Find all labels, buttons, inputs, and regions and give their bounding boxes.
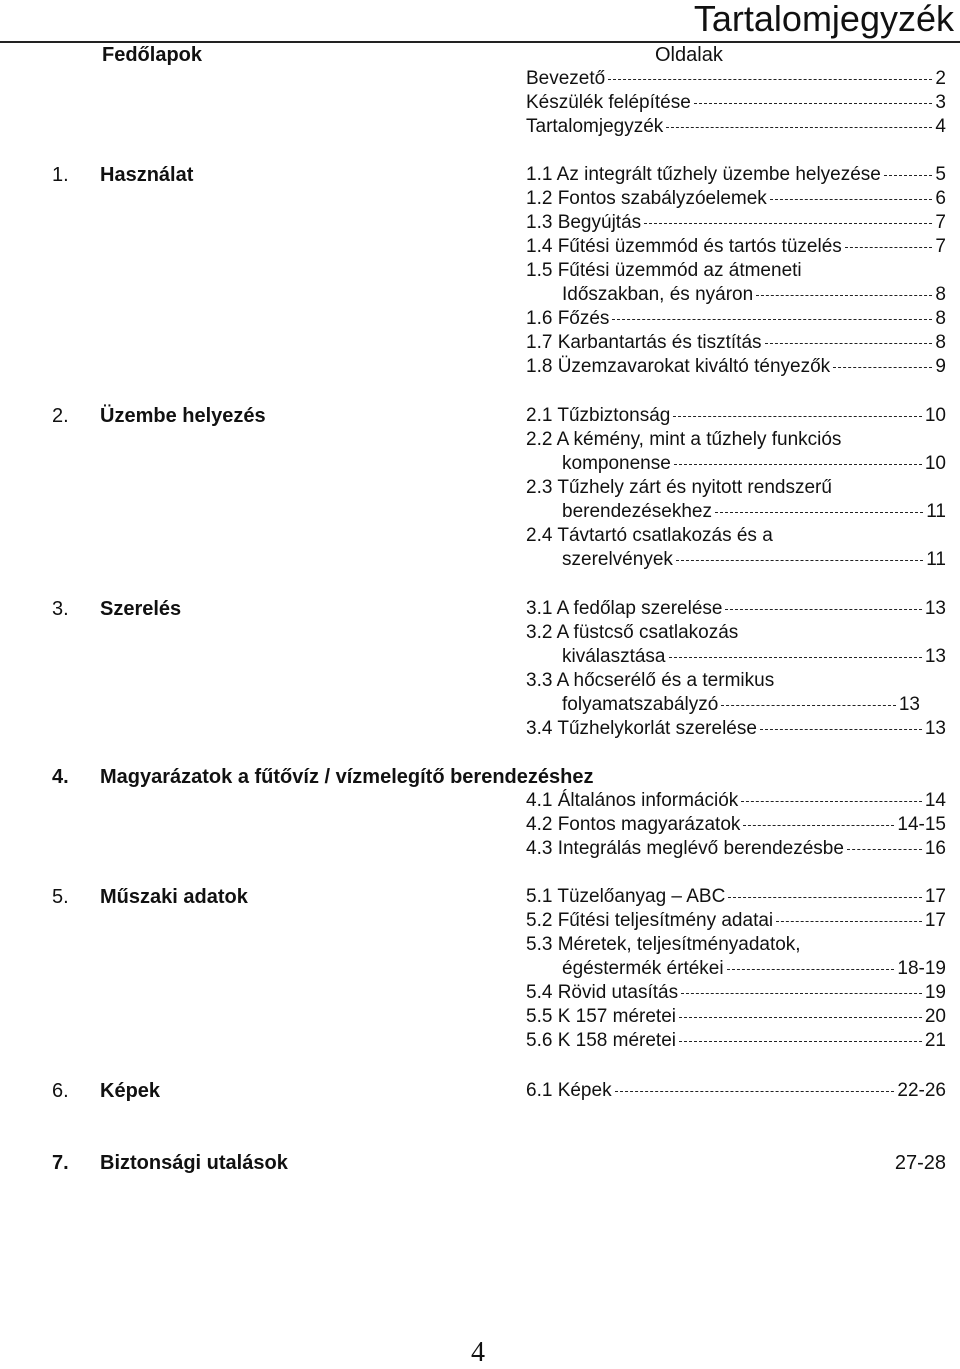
toc-entry-label: 1.7 Karbantartás és tisztítás bbox=[526, 332, 762, 353]
toc-entry-page: 8 bbox=[935, 332, 946, 353]
toc-entry-page: 21 bbox=[924, 1030, 946, 1051]
section-title: Szerelés bbox=[100, 598, 182, 620]
section-title: Használat bbox=[100, 164, 194, 186]
toc-entry-label: berendezésekhez bbox=[562, 501, 712, 522]
toc-entry-label: 1.6 Főzés bbox=[526, 308, 610, 329]
toc-entry-label: 4.3 Integrálás meglévő berendezésbe bbox=[526, 838, 844, 859]
toc-entry bbox=[526, 235, 946, 259]
toc-entry bbox=[526, 91, 946, 115]
toc-entry-label: szerelvények bbox=[562, 549, 673, 570]
toc-entry bbox=[526, 717, 946, 741]
leader-dots bbox=[847, 849, 922, 850]
toc-entry-label: 5.1 Tüzelőanyag – ABC bbox=[526, 886, 726, 907]
leader-dots bbox=[727, 969, 895, 970]
toc-entry-label: Időszakban, és nyáron bbox=[562, 284, 754, 305]
toc-entry-label: 1.3 Begyújtás bbox=[526, 212, 642, 233]
toc-entry bbox=[562, 957, 946, 981]
leader-dots bbox=[669, 657, 922, 658]
page-number: 4 bbox=[471, 1337, 485, 1368]
toc-entry-page: 4 bbox=[935, 116, 946, 137]
toc-entry bbox=[526, 885, 946, 909]
toc-entry-page: 6 bbox=[935, 188, 946, 209]
leader-dots bbox=[760, 729, 922, 730]
leader-dots bbox=[721, 705, 896, 706]
section-number: 1. bbox=[52, 164, 69, 186]
toc-entry-label: 1.8 Üzemzavarokat kiváltó tényezők bbox=[526, 356, 831, 377]
leader-dots bbox=[743, 825, 894, 826]
toc-entry bbox=[526, 163, 946, 187]
toc-entry bbox=[526, 404, 946, 428]
toc-entry-page: 17 bbox=[924, 910, 946, 931]
section-title: Műszaki adatok bbox=[100, 886, 248, 908]
leader-dots bbox=[644, 223, 932, 224]
toc-entry-label: 5.6 K 158 méretei bbox=[526, 1030, 676, 1051]
toc-entry bbox=[526, 1005, 946, 1029]
leader-dots bbox=[725, 609, 921, 610]
toc-entry-label: 1.1 Az integrált tűzhely üzembe helyezése bbox=[526, 164, 881, 185]
leader-dots bbox=[608, 79, 932, 80]
toc-entry-label: 2.1 Tűzbiztonság bbox=[526, 405, 671, 426]
toc-entry-label: 5.2 Fűtési teljesítmény adatai bbox=[526, 910, 774, 931]
title-rule bbox=[0, 41, 960, 43]
toc-entry bbox=[526, 187, 946, 211]
toc-entry bbox=[526, 67, 946, 91]
toc-entry bbox=[526, 355, 946, 379]
toc-entry-label: 2.3 Tűzhely zárt és nyitott rendszerű bbox=[526, 477, 832, 498]
toc-entry bbox=[562, 693, 920, 717]
toc-entry-label: 2.4 Távtartó csatlakozás és a bbox=[526, 525, 773, 546]
toc-entry-page: 8 bbox=[935, 284, 946, 305]
toc-entry-label: Bevezető bbox=[526, 68, 606, 89]
section-title: Magyarázatok a fűtővíz / vízmelegítő berendezéshez bbox=[100, 766, 594, 788]
section-number: 5. bbox=[52, 886, 69, 908]
toc-entry bbox=[526, 789, 946, 813]
toc-entry-page: 20 bbox=[924, 1006, 946, 1027]
toc-entry-label: 5.4 Rövid utasítás bbox=[526, 982, 679, 1003]
leader-dots bbox=[673, 416, 922, 417]
toc-entry-page: 13 bbox=[924, 598, 946, 619]
leader-dots bbox=[666, 127, 932, 128]
toc-entry bbox=[526, 331, 946, 355]
section-number: 2. bbox=[52, 405, 69, 427]
toc-entry-page: 5 bbox=[935, 164, 946, 185]
toc-entry bbox=[562, 452, 946, 476]
toc-entry-label: folyamatszabályzó bbox=[562, 694, 719, 715]
toc-entry-page: 11 bbox=[926, 501, 946, 522]
toc-entry bbox=[526, 211, 946, 235]
toc-entry bbox=[562, 283, 946, 307]
toc-entry-page: 3 bbox=[935, 92, 946, 113]
leader-dots bbox=[612, 319, 932, 320]
toc-entry-label: 4.1 Általános információk bbox=[526, 790, 739, 811]
toc-entry-page: 22-26 bbox=[897, 1080, 946, 1101]
document-title: Tartalomjegyzék bbox=[693, 0, 954, 39]
toc-entry-label: 1.5 Fűtési üzemmód az átmeneti bbox=[526, 260, 802, 281]
leader-dots bbox=[679, 1017, 922, 1018]
section-title: Képek bbox=[100, 1080, 161, 1102]
leader-dots bbox=[770, 199, 933, 200]
section-number: 3. bbox=[52, 598, 69, 620]
toc-entry-label: komponense bbox=[562, 453, 671, 474]
toc-entry-page: 13 bbox=[898, 694, 920, 715]
leader-dots bbox=[674, 464, 922, 465]
toc-entry-label: 5.5 K 157 méretei bbox=[526, 1006, 676, 1027]
leader-dots bbox=[756, 295, 932, 296]
toc-entry-page: 14 bbox=[924, 790, 946, 811]
covers-header: Fedőlapok bbox=[102, 44, 203, 66]
toc-entry-page: 14-15 bbox=[897, 814, 946, 835]
toc-entry-label: 4.2 Fontos magyarázatok bbox=[526, 814, 741, 835]
toc-entry-label: kiválasztása bbox=[562, 646, 666, 667]
leader-dots bbox=[776, 921, 922, 922]
toc-entry bbox=[526, 813, 946, 837]
toc-entry-page: 7 bbox=[935, 212, 946, 233]
toc-entry-page: 27-28 bbox=[894, 1152, 946, 1174]
toc-entry-label: 3.2 A füstcső csatlakozás bbox=[526, 622, 739, 643]
toc-entry-page: 13 bbox=[924, 718, 946, 739]
toc-entry-label: 6.1 Képek bbox=[526, 1080, 612, 1101]
leader-dots bbox=[715, 512, 923, 513]
toc-entry-page: 9 bbox=[935, 356, 946, 377]
section-title: Biztonsági utalások bbox=[100, 1152, 288, 1174]
toc-entry bbox=[526, 307, 946, 331]
toc-entry bbox=[562, 645, 946, 669]
toc-entry-page: 13 bbox=[924, 646, 946, 667]
section-number: 7. bbox=[52, 1152, 69, 1174]
section-number: 6. bbox=[52, 1080, 69, 1102]
toc-entry-label: Készülék felépítése bbox=[526, 92, 691, 113]
section-number: 4. bbox=[52, 766, 69, 788]
toc-entry bbox=[562, 548, 946, 572]
leader-dots bbox=[615, 1091, 895, 1092]
toc-entry-page: 2 bbox=[935, 68, 946, 89]
leader-dots bbox=[884, 175, 933, 176]
section-title: Üzembe helyezés bbox=[100, 405, 266, 427]
toc-entry-page: 7 bbox=[935, 236, 946, 257]
pages-header: Oldalak bbox=[655, 44, 723, 66]
toc-entry-label: Tartalomjegyzék bbox=[526, 116, 664, 137]
toc-entry-label: 1.2 Fontos szabályzóelemek bbox=[526, 188, 767, 209]
toc-entry-label: 3.3 A hőcserélő és a termikus bbox=[526, 670, 775, 691]
leader-dots bbox=[741, 801, 922, 802]
toc-entry-label: 2.2 A kémény, mint a tűzhely funkciós bbox=[526, 429, 842, 450]
toc-entry bbox=[562, 500, 946, 524]
leader-dots bbox=[679, 1041, 922, 1042]
toc-entry-page: 19 bbox=[924, 982, 946, 1003]
toc-entry bbox=[526, 115, 946, 139]
leader-dots bbox=[694, 103, 933, 104]
toc-entry-page: 11 bbox=[926, 549, 946, 570]
toc-entry-page: 10 bbox=[924, 453, 946, 474]
toc-entry bbox=[526, 837, 946, 861]
toc-entry bbox=[526, 1079, 946, 1103]
toc-entry-label: 3.1 A fedőlap szerelése bbox=[526, 598, 723, 619]
toc-entry-label: 3.4 Tűzhelykorlát szerelése bbox=[526, 718, 757, 739]
toc-entry-label: 5.3 Méretek, teljesítményadatok, bbox=[526, 934, 801, 955]
toc-entry-page: 8 bbox=[935, 308, 946, 329]
leader-dots bbox=[681, 993, 922, 994]
toc-entry-page: 16 bbox=[924, 838, 946, 859]
toc-entry-page: 18-19 bbox=[897, 958, 946, 979]
leader-dots bbox=[765, 343, 933, 344]
leader-dots bbox=[833, 367, 932, 368]
toc-entry-label: égéstermék értékei bbox=[562, 958, 724, 979]
toc-entry bbox=[526, 1029, 946, 1053]
toc-entry bbox=[526, 597, 946, 621]
toc-entry bbox=[526, 981, 946, 1005]
toc-entry-page: 17 bbox=[924, 886, 946, 907]
leader-dots bbox=[728, 897, 922, 898]
leader-dots bbox=[676, 560, 923, 561]
toc-entry-page: 10 bbox=[924, 405, 946, 426]
toc-entry bbox=[526, 909, 946, 933]
leader-dots bbox=[845, 247, 933, 248]
toc-entry-label: 1.4 Fűtési üzemmód és tartós tüzelés bbox=[526, 236, 842, 257]
